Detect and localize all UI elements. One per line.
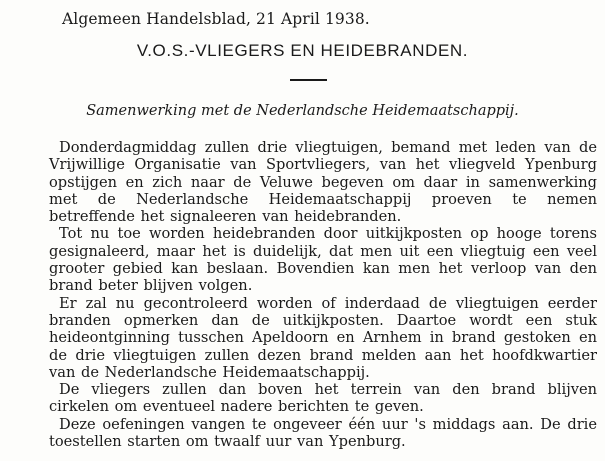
paragraph: Tot nu toe worden heidebranden door uitkijkposten op hooge torens gesignaleerd, maar het is duidelijk, dat men uit een vliegtuig een veel grooter gebied kan beslaan. Bovendien kan men het verloop van den brand beter blijven volgen.	[49, 225, 597, 295]
article-body	[49, 139, 597, 450]
headline-divider	[290, 79, 327, 81]
subheading: Samenwerking met de Nederlandsche Heidemaatschappij.	[86, 103, 519, 119]
headline: V.O.S.-VLIEGERS EN HEIDEBRANDEN.	[136, 41, 469, 60]
paragraph: Donderdagmiddag zullen drie vliegtuigen, bemand met leden van de Vrijwillige Organisatie van Sportvliegers, van het vliegveld Ypenburg opstijgen en zich naar de Veluwe begeven om daar in samenwerking met de Nederlandsche Heidemaatschappij proeven te nemen betreffende het signaleeren van heidebranden.	[49, 139, 597, 226]
paragraph: Deze oefeningen vangen te ongeveer één uur 's middags aan. De drie toestellen starten om twaalf uur van Ypenburg.	[49, 415, 597, 451]
paragraph: Er zal nu gecontroleerd worden of inderdaad de vliegtuigen eerder branden opmerken dan de uitkijkposten. Daartoe wordt een stuk heideontginning tusschen Apeldoorn en Arnhem in brand gestoken en de drie vliegtuigen zullen dezen brand melden aan het hoofdkwartier van de Nederlandsche Heidemaatschappij.	[49, 294, 597, 381]
paragraph: De vliegers zullen dan boven het terrein van den brand blijven cirkelen om eventueel nadere berichten te geven.	[49, 381, 597, 416]
source-line: Algemeen Handelsblad, 21 April 1938.	[62, 10, 370, 28]
